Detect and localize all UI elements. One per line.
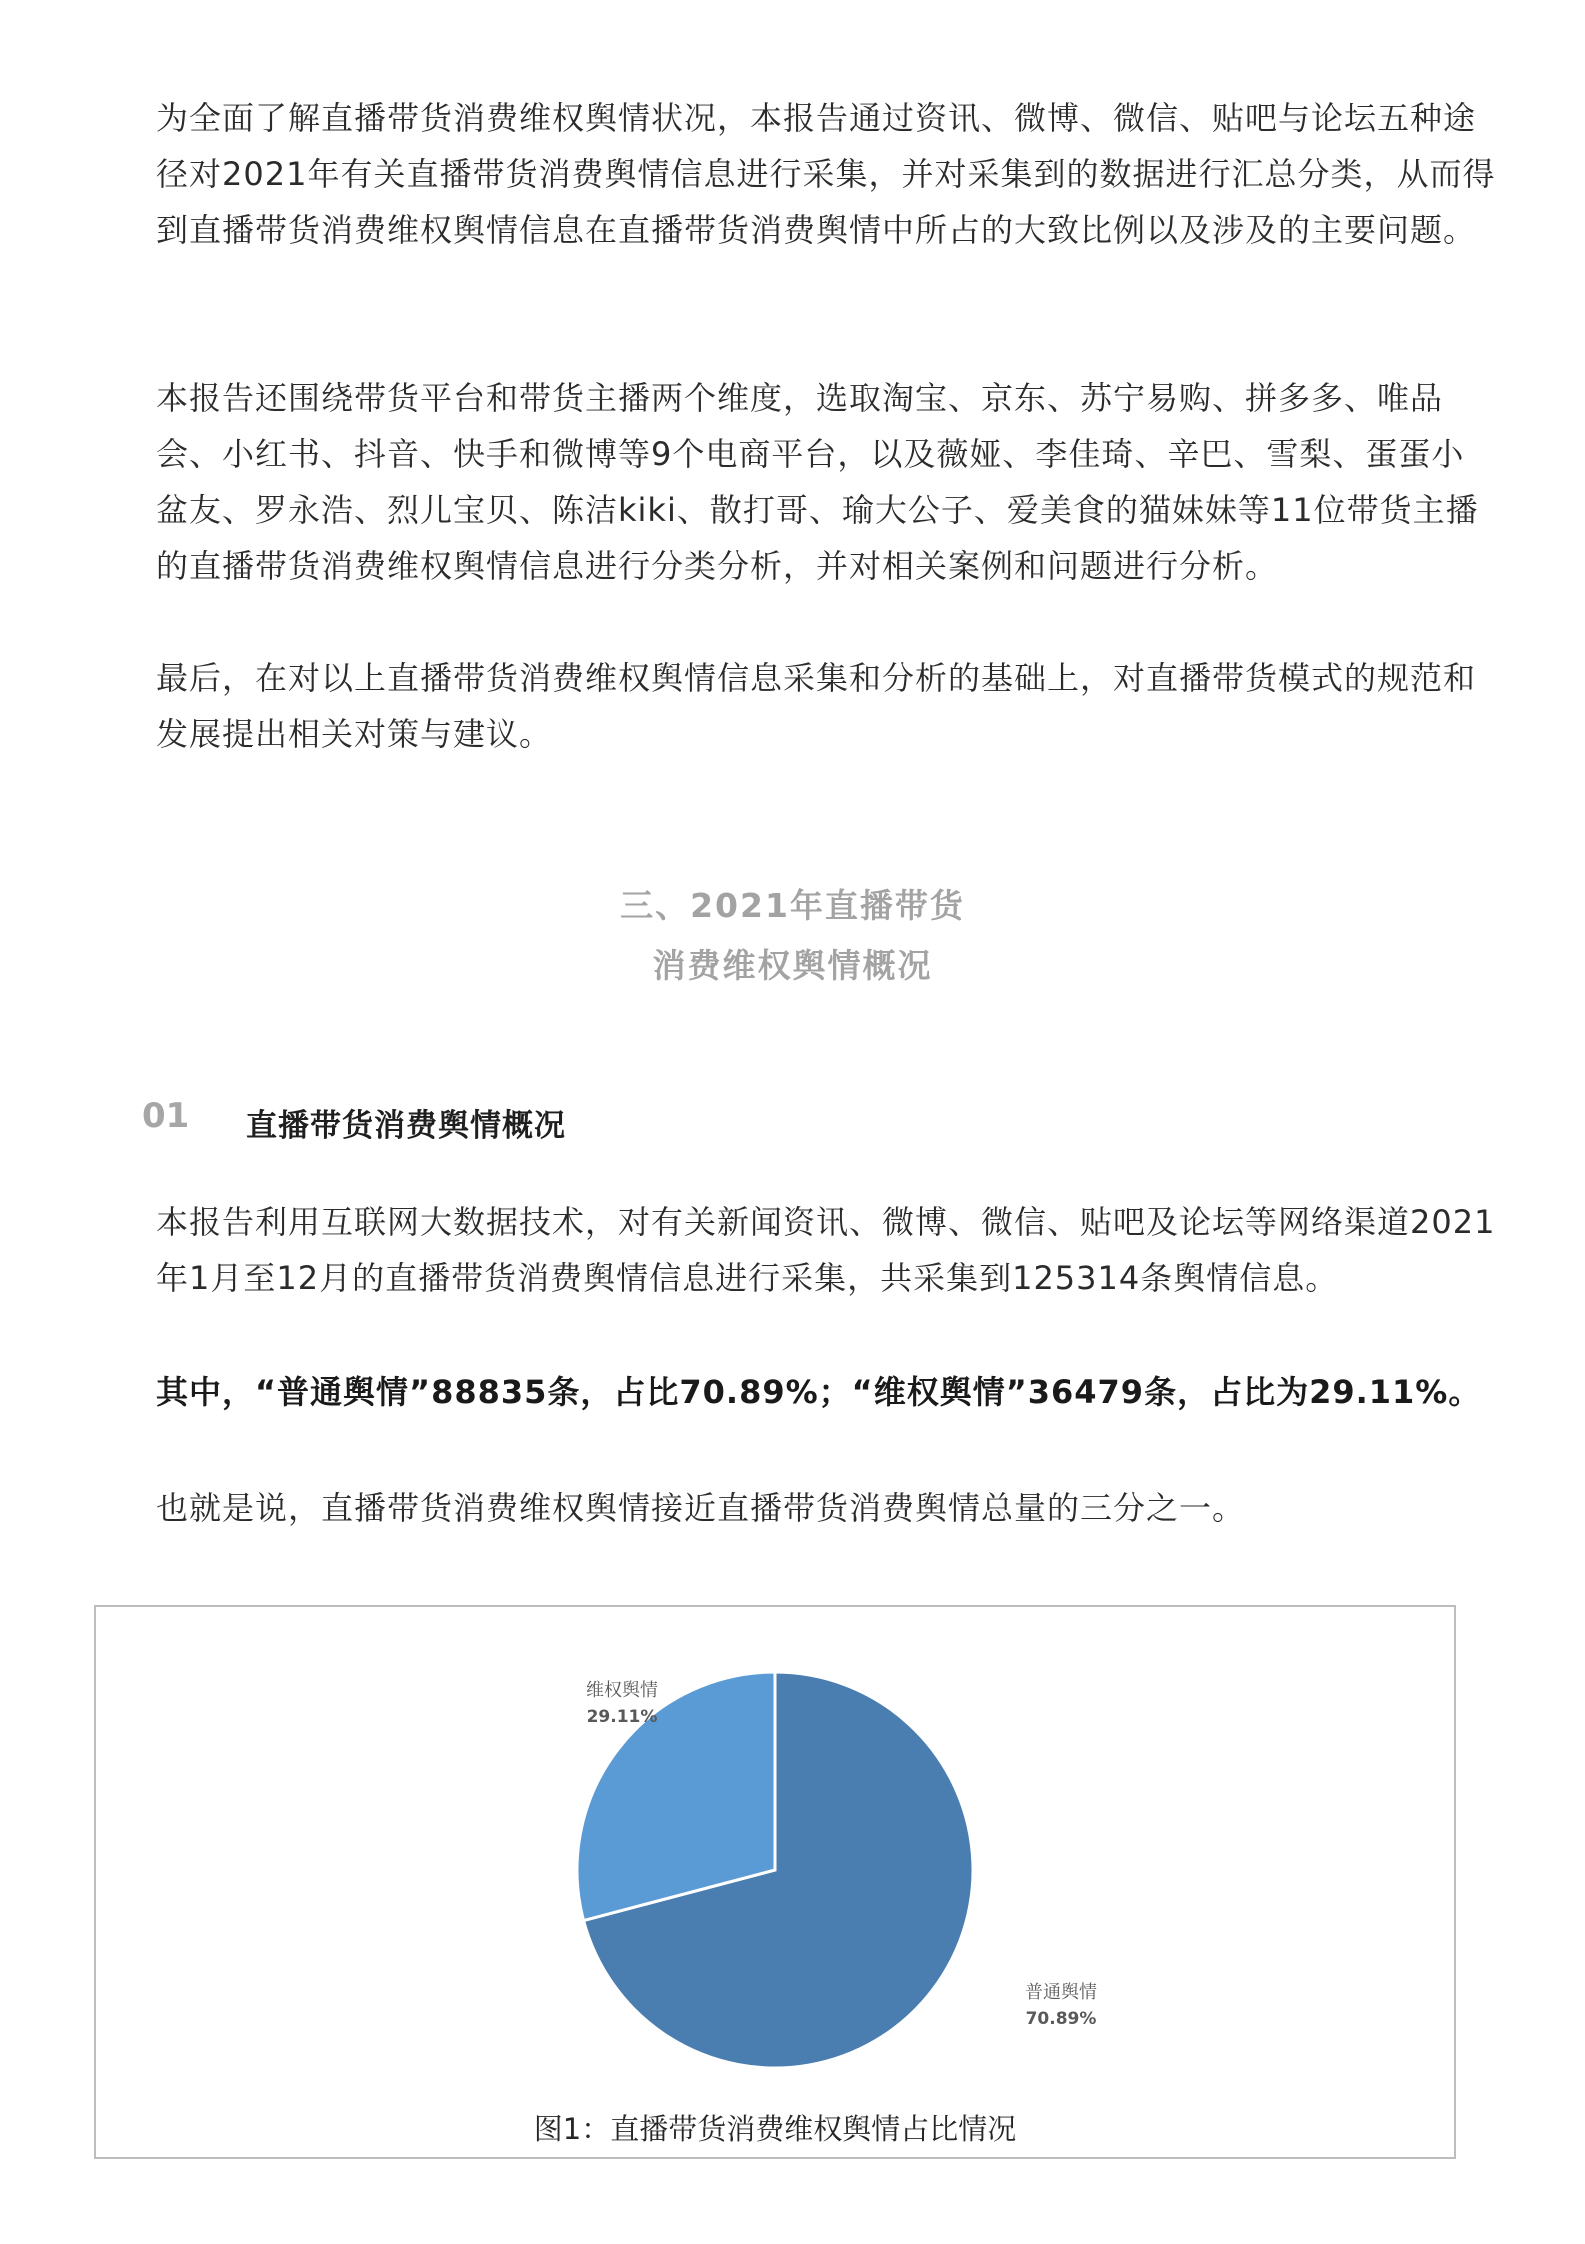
slice-label-putong: 普通舆情 bbox=[1025, 1982, 1097, 2003]
body-paragraph-2: 也就是说，直播带货消费维权舆情接近直播带货消费舆情总量的三分之一。 bbox=[156, 1489, 1246, 1527]
slice-percent-putong: 70.89% bbox=[1025, 2009, 1097, 2029]
intro-paragraph-3: 最后，在对以上直播带货消费维权舆情信息采集和分析的基础上，对直播带货模式的规范和发展提出相关对策与建议。 bbox=[156, 659, 1477, 753]
slice-percent-weiquan: 29.11% bbox=[586, 1707, 658, 1727]
intro-paragraph-1: 为全面了解直播带货消费维权舆情状况，本报告通过资讯、微博、微信、贴吧与论坛五种途径对2021年有关直播带货消费舆情信息进行采集，并对采集到的数据进行汇总分类，从而得到直播带货消费维权舆情信息在直播带货消费舆情中所占的大致比例以及涉及的主要问题。 bbox=[156, 99, 1496, 249]
pie-chart bbox=[96, 1607, 1454, 2157]
pie-chart-figure bbox=[94, 1605, 1456, 2159]
body-paragraph-1: 本报告利用互联网大数据技术，对有关新闻资讯、微博、微信、贴吧及论坛等网络渠道2021年1月至12月的直播带货消费舆情信息进行采集，共采集到125314条舆情信息。 bbox=[156, 1203, 1496, 1297]
subsection-number: 01 bbox=[142, 1096, 190, 1136]
intro-paragraph-2: 本报告还围绕带货平台和带货主播两个维度，选取淘宝、京东、苏宁易购、拼多多、唯品会、小红书、抖音、快手和微博等9个电商平台，以及薇娅、李佳琦、辛巴、雪梨、蛋蛋小盆友、罗永浩、烈儿宝贝、陈洁kiki、散打哥、瑜大公子、爱美食的猫妹妹等11位带货主播的直播带货消费维权舆情信息进行分类分析，并对相关案例和问题进行分析。 bbox=[156, 379, 1479, 585]
section-title-line1: 三、2021年直播带货 bbox=[620, 886, 965, 925]
figure-caption: 图1：直播带货消费维权舆情占比情况 bbox=[533, 2112, 1017, 2146]
highlight-text: 其中，“普通舆情”88835条，占比70.89%；“维权舆情”36479条，占比为29.11%。 bbox=[156, 1373, 1482, 1411]
slice-label-weiquan: 维权舆情 bbox=[586, 1680, 658, 1701]
subsection-title: 直播带货消费舆情概况 bbox=[246, 1108, 566, 1144]
body-paragraph-highlight bbox=[156, 1364, 1496, 1420]
section-title-line2: 消费维权舆情概况 bbox=[652, 946, 933, 985]
